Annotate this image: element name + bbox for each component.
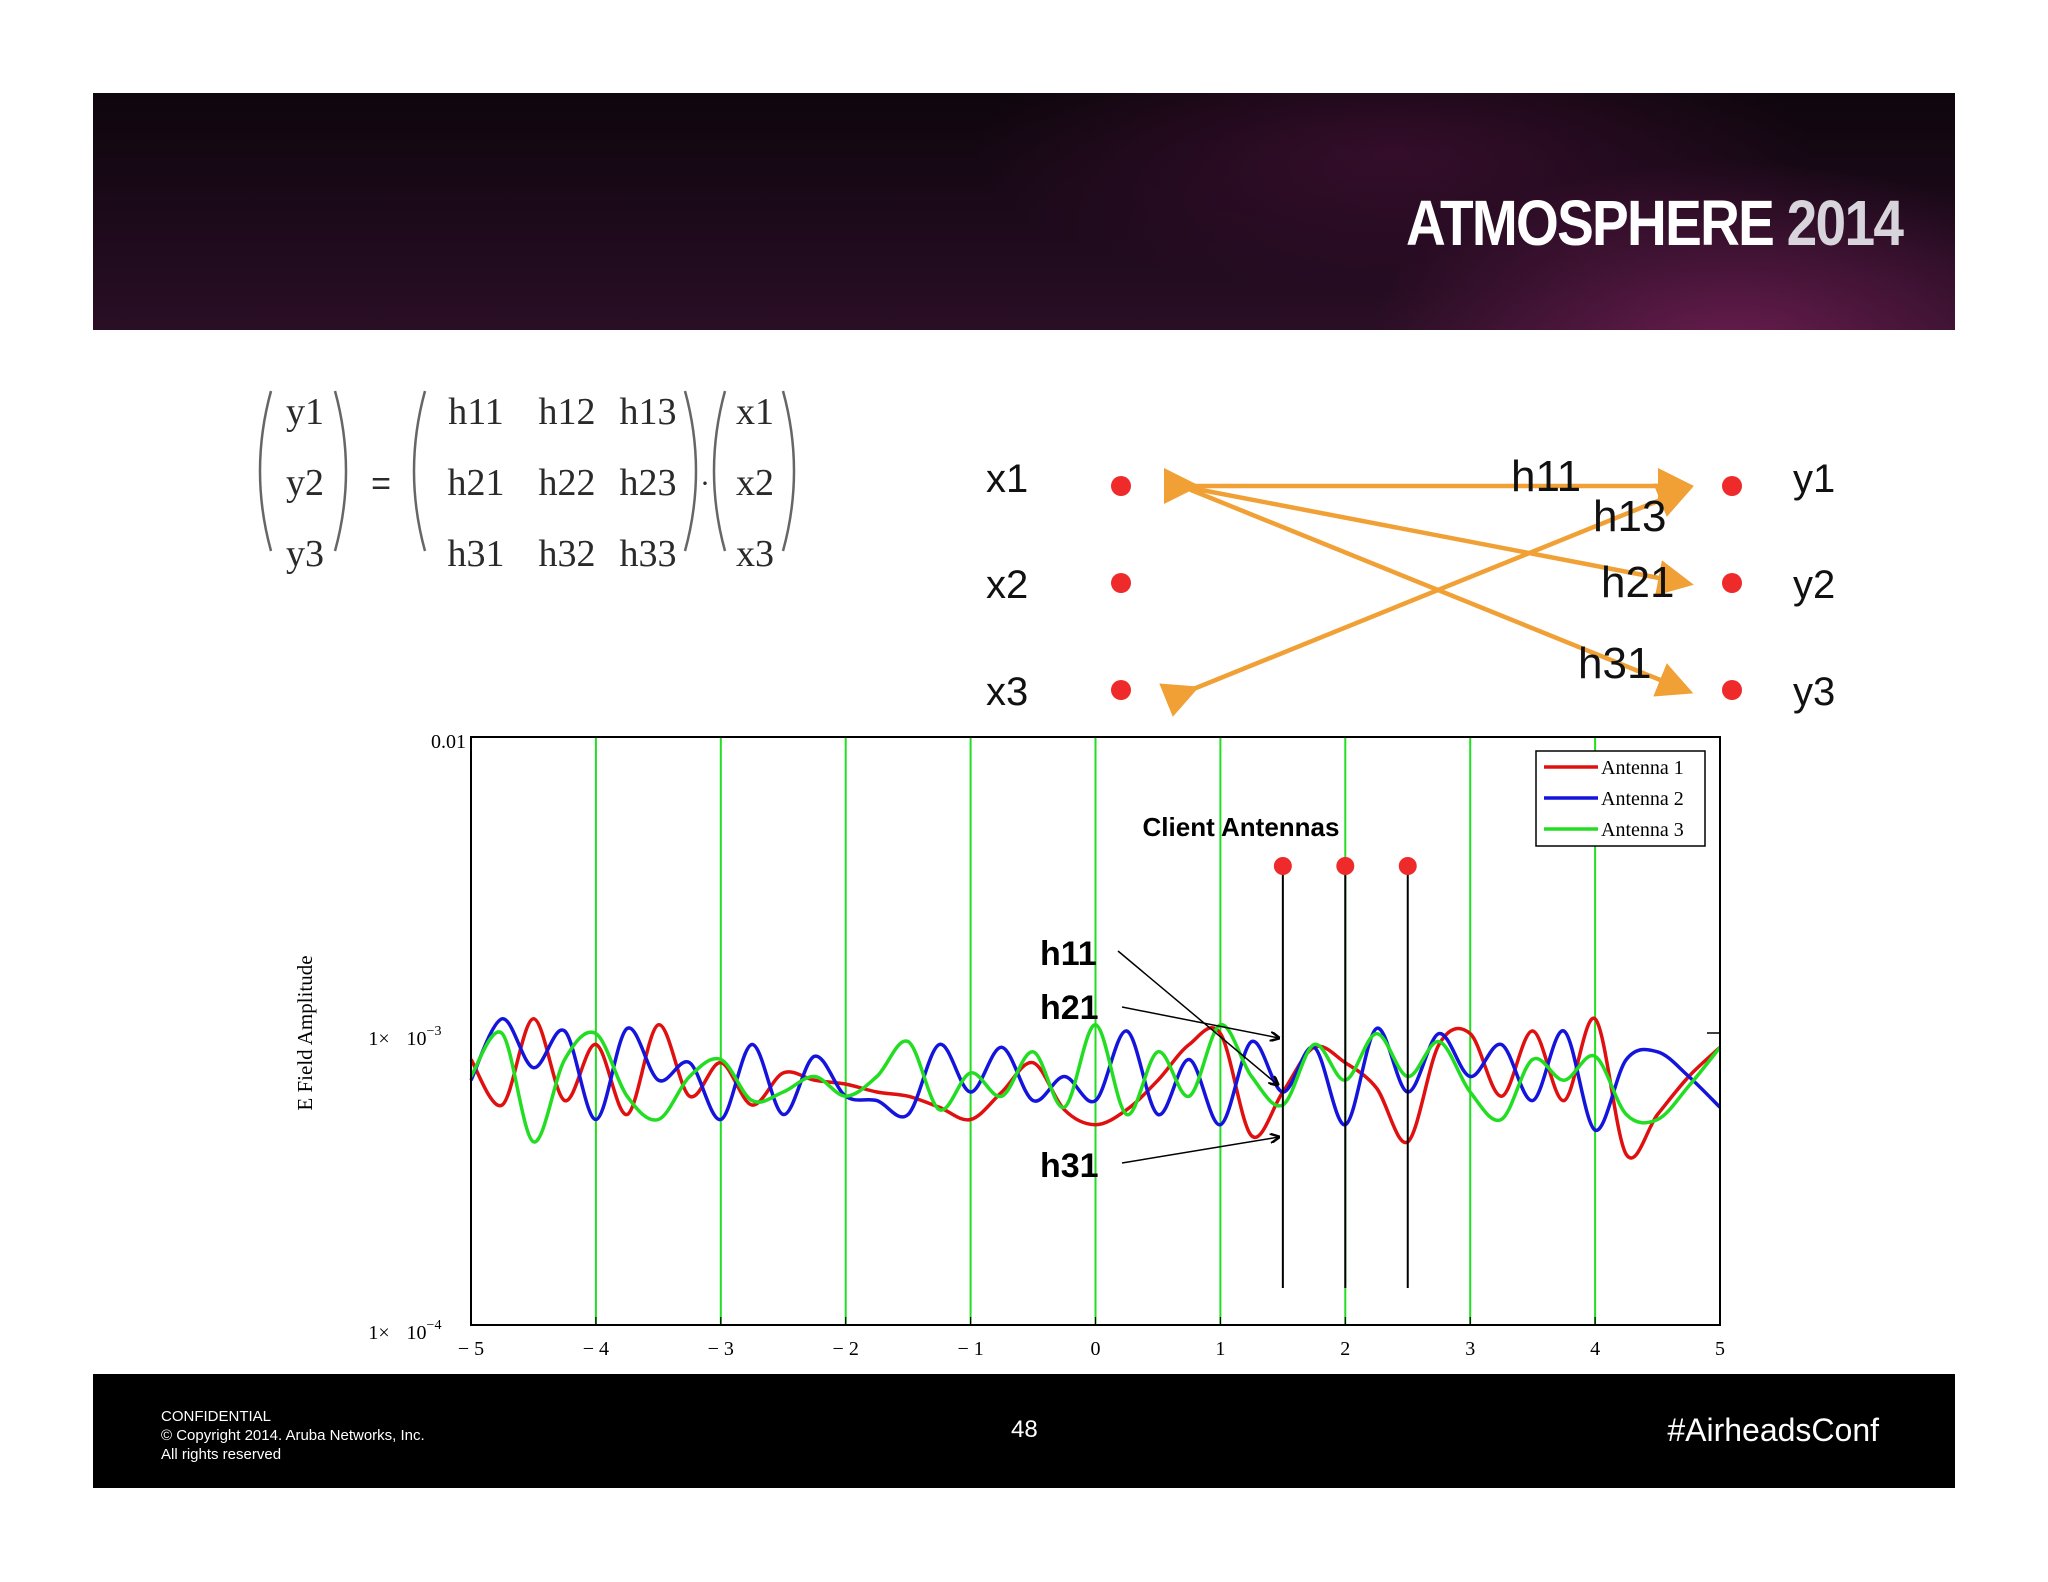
x-tick-label: 3 — [1465, 1338, 1476, 1360]
matrix-h21: h21 — [447, 462, 505, 504]
matrix-h32: h32 — [538, 533, 596, 575]
rhs-x2: x2 — [736, 462, 774, 504]
chart-legend — [1536, 751, 1705, 846]
x-tick-label: − 3 — [707, 1338, 734, 1360]
client-antenna-dot-1 — [1274, 857, 1292, 875]
lhs-y3: y3 — [286, 533, 324, 575]
lhs-y2: y2 — [286, 462, 324, 504]
brand-name: ATMOSPHERE — [1406, 187, 1774, 259]
x-tick-label: − 5 — [457, 1338, 485, 1360]
client-antenna-dot-2 — [1336, 857, 1354, 875]
tx-label-x3: x3 — [986, 670, 1029, 714]
annotation-label-h31: h31 — [1040, 1147, 1099, 1185]
matrix-h23: h23 — [619, 462, 677, 504]
rights-text: All rights reserved — [161, 1446, 282, 1463]
client-antenna-dot-3 — [1399, 857, 1417, 875]
y-tick-label-bottom: $10^{-4}$ — [406, 1318, 442, 1344]
x-tick-label: 1 — [1215, 1338, 1226, 1360]
y-tick-labels — [368, 731, 466, 1344]
efield-chart — [93, 93, 1955, 1374]
page-number: 48 — [1011, 1416, 1038, 1443]
x-tick-label: 2 — [1340, 1338, 1351, 1360]
confidential-label: CONFIDENTIAL — [161, 1408, 272, 1425]
rx-label-y2: y2 — [1793, 563, 1836, 607]
x-tick-label: 5 — [1715, 1338, 1725, 1360]
y-tick-prefix-bottom: 1× — [368, 1322, 390, 1344]
slide — [93, 93, 1955, 1488]
tx-label-x2: x2 — [986, 563, 1029, 607]
matrix-h22: h22 — [538, 462, 596, 504]
multiply-dot: · — [700, 467, 710, 500]
brand-year: 2014 — [1786, 187, 1903, 259]
tx-label-x1: x1 — [986, 457, 1029, 501]
footer-bar — [93, 1374, 1955, 1488]
equals-sign: = — [371, 465, 391, 503]
y-tick-label-mid: $10^{-3}$ — [406, 1024, 442, 1050]
arrow-h31 — [1122, 1137, 1279, 1163]
matrix-h13: h13 — [619, 391, 677, 433]
client-antennas-title: Client Antennas — [1142, 812, 1340, 842]
x-tick-label: 0 — [1090, 1338, 1101, 1360]
matrix-h33: h33 — [619, 533, 677, 575]
x-tick-label: − 2 — [832, 1338, 859, 1360]
annotation-label-h11: h11 — [1040, 935, 1097, 973]
matrix-h11: h11 — [448, 391, 504, 433]
legend-label-antenna-1: Antenna 1 — [1601, 757, 1684, 779]
rhs-x3: x3 — [736, 533, 774, 575]
rhs-x1: x1 — [736, 391, 774, 433]
lhs-y1: y1 — [286, 391, 324, 433]
x-tick-label: − 4 — [582, 1338, 610, 1360]
copyright-text: © Copyright 2014. Aruba Networks, Inc. — [161, 1427, 425, 1444]
matrix-h31: h31 — [447, 533, 505, 575]
channel-label-h21: h21 — [1601, 558, 1675, 607]
legend-label-antenna-3: Antenna 3 — [1601, 819, 1684, 841]
rx-label-y3: y3 — [1793, 670, 1836, 714]
channel-label-h31: h31 — [1578, 639, 1652, 688]
y-axis-label: E Field Amplitude — [293, 955, 317, 1111]
legend-label-antenna-2: Antenna 2 — [1601, 788, 1684, 810]
confidential-notice — [161, 1407, 425, 1464]
y-tick-label-top: 0.01 — [431, 731, 466, 753]
x-tick-label: − 1 — [957, 1338, 984, 1360]
rx-label-y1: y1 — [1793, 457, 1836, 501]
channel-label-h11: h11 — [1511, 452, 1582, 501]
x-tick-label: 4 — [1590, 1338, 1601, 1360]
channel-label-h13: h13 — [1593, 492, 1667, 541]
event-hashtag: #AirheadsConf — [1667, 1412, 1879, 1448]
annotation-label-h21: h21 — [1040, 989, 1099, 1027]
y-tick-prefix-mid: 1× — [368, 1028, 390, 1050]
matrix-h12: h12 — [538, 391, 596, 433]
